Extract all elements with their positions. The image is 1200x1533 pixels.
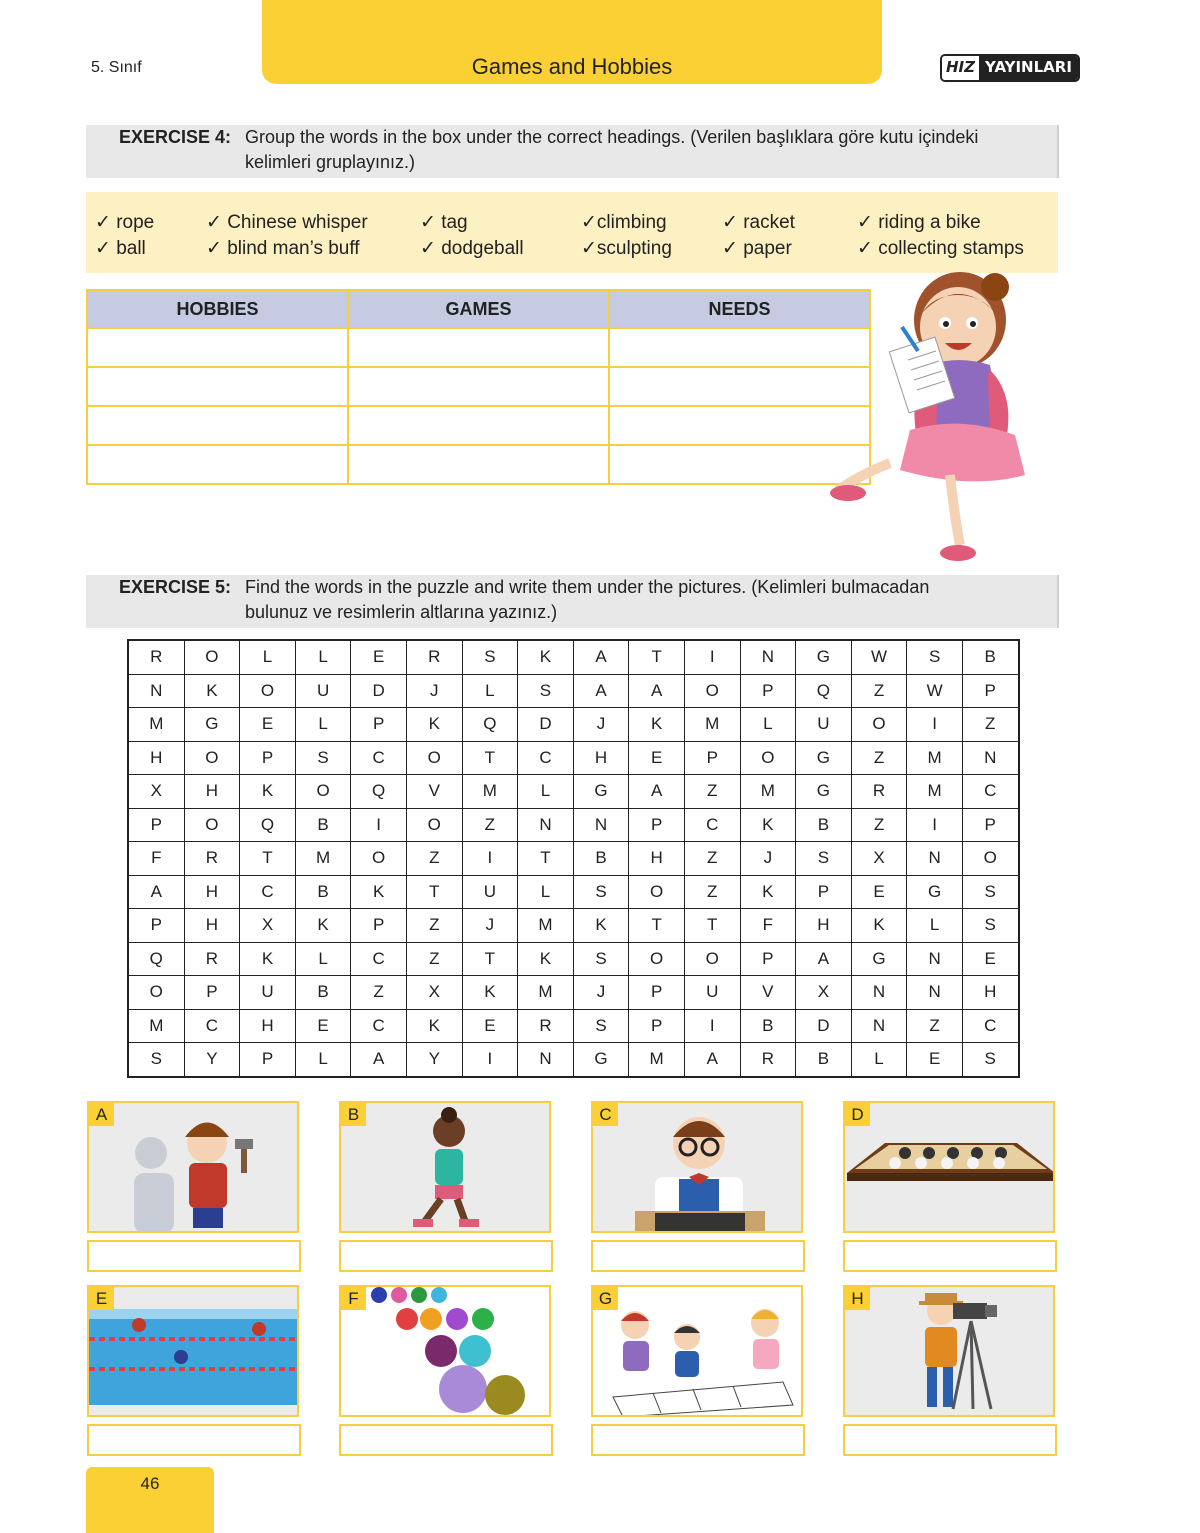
picture-letter: C <box>593 1103 618 1126</box>
picture-card-h <box>843 1285 1055 1417</box>
grid-cell[interactable]: Q <box>128 942 184 976</box>
grid-row <box>128 708 1019 742</box>
picture-card-d <box>843 1101 1055 1233</box>
exercise4-line2: kelimleri gruplayınız.) <box>245 152 416 172</box>
grid-cell[interactable]: T <box>240 842 296 876</box>
answer-box-d[interactable] <box>843 1240 1057 1272</box>
grid-cell[interactable]: K <box>740 808 796 842</box>
exercise5-line1: Find the words in the puzzle and write them under the pictures. (Kelimleri bulmacadan <box>245 577 930 597</box>
grid-cell[interactable]: X <box>128 775 184 809</box>
grid-cell[interactable]: W <box>851 640 907 674</box>
grid-cell[interactable]: H <box>184 775 240 809</box>
grid-cell[interactable]: E <box>907 1043 963 1077</box>
publisher-logo <box>940 54 1080 82</box>
answer-box-b[interactable] <box>339 1240 553 1272</box>
grid-cell[interactable]: T <box>406 875 462 909</box>
grid-cell[interactable]: O <box>629 875 685 909</box>
hopscotch-illustration <box>593 1287 803 1417</box>
grid-cell[interactable]: M <box>740 775 796 809</box>
grid-cell[interactable]: L <box>240 640 296 674</box>
grid-cell[interactable]: P <box>629 1009 685 1043</box>
exercise4-line1: Group the words in the box under the correct headings. (Verilen başlıklara göre kutu içindeki <box>245 127 979 147</box>
grid-cell[interactable]: F <box>128 842 184 876</box>
grid-cell[interactable]: K <box>518 942 574 976</box>
grid-cell[interactable]: H <box>962 976 1018 1010</box>
grid-cell[interactable]: Q <box>462 708 518 742</box>
word-item: ✓ dodgeball <box>420 238 524 259</box>
grid-row <box>128 808 1019 842</box>
grid-cell[interactable]: G <box>796 640 852 674</box>
grid-cell[interactable]: Z <box>406 942 462 976</box>
photographer-illustration <box>845 1287 1055 1417</box>
grid-cell[interactable]: Y <box>406 1043 462 1077</box>
page-number: 46 <box>140 1474 160 1493</box>
grid-cell[interactable]: P <box>962 808 1018 842</box>
grid-cell[interactable]: S <box>128 1043 184 1077</box>
answer-box-h[interactable] <box>843 1424 1057 1456</box>
grid-cell[interactable]: L <box>462 674 518 708</box>
grid-cell[interactable]: X <box>406 976 462 1010</box>
grid-cell[interactable]: J <box>462 909 518 943</box>
picture-letter: E <box>89 1287 114 1310</box>
grid-cell[interactable]: S <box>295 741 351 775</box>
grid-cell[interactable]: Z <box>851 808 907 842</box>
grid-cell[interactable]: P <box>684 741 740 775</box>
grid-cell[interactable]: P <box>351 909 407 943</box>
grid-cell[interactable]: M <box>518 909 574 943</box>
grid-cell[interactable]: A <box>351 1043 407 1077</box>
picture-letter: A <box>89 1103 114 1126</box>
grid-cell[interactable]: Z <box>962 708 1018 742</box>
grid-cell[interactable]: T <box>629 640 685 674</box>
grid-cell[interactable]: G <box>573 775 629 809</box>
marbles-illustration <box>341 1287 551 1417</box>
grid-cell[interactable]: P <box>740 674 796 708</box>
grid-cell[interactable]: C <box>351 942 407 976</box>
exercise5-text <box>245 575 1065 625</box>
grid-cell[interactable]: H <box>796 909 852 943</box>
grid-cell[interactable]: L <box>740 708 796 742</box>
grid-cell[interactable]: A <box>684 1043 740 1077</box>
grid-cell[interactable]: N <box>907 942 963 976</box>
grid-cell[interactable]: R <box>406 640 462 674</box>
heading-hobbies: HOBBIES <box>87 290 348 328</box>
grid-cell[interactable]: W <box>907 674 963 708</box>
checkers-board-illustration <box>845 1103 1055 1233</box>
grid-cell[interactable]: C <box>962 1009 1018 1043</box>
publisher-logo-yayinlari: YAYINLARI <box>979 56 1078 80</box>
grid-cell[interactable]: E <box>295 1009 351 1043</box>
grid-cell[interactable]: C <box>240 875 296 909</box>
word-item: ✓ riding a bike <box>857 212 981 233</box>
chess-player-illustration <box>593 1103 803 1233</box>
grid-cell[interactable]: S <box>962 875 1018 909</box>
answer-cell[interactable] <box>87 328 348 367</box>
grid-row <box>128 942 1019 976</box>
grid-cell[interactable]: B <box>295 976 351 1010</box>
grid-cell[interactable]: Z <box>851 741 907 775</box>
grid-cell[interactable]: N <box>851 976 907 1010</box>
answer-box-e[interactable] <box>87 1424 301 1456</box>
grid-cell[interactable]: F <box>740 909 796 943</box>
grid-cell[interactable]: K <box>351 875 407 909</box>
grid-cell[interactable]: E <box>962 942 1018 976</box>
answer-cell[interactable] <box>348 328 609 367</box>
grid-cell[interactable]: X <box>240 909 296 943</box>
grid-cell[interactable]: K <box>740 875 796 909</box>
grid-cell[interactable]: S <box>962 1043 1018 1077</box>
picture-letter: G <box>593 1287 618 1310</box>
word-item: ✓ rope <box>95 212 155 233</box>
grid-cell[interactable]: U <box>684 976 740 1010</box>
grid-cell[interactable]: D <box>518 708 574 742</box>
word-item: ✓ blind man’s buff <box>206 238 360 259</box>
grid-cell[interactable]: N <box>851 1009 907 1043</box>
grid-cell[interactable]: M <box>295 842 351 876</box>
word-search-grid <box>127 639 1020 1078</box>
grid-cell[interactable]: Z <box>462 808 518 842</box>
grid-cell[interactable]: T <box>462 741 518 775</box>
grid-cell[interactable]: K <box>240 775 296 809</box>
grid-cell[interactable]: A <box>629 775 685 809</box>
grid-cell[interactable]: M <box>518 976 574 1010</box>
grid-cell[interactable]: T <box>629 909 685 943</box>
grid-cell[interactable]: M <box>128 708 184 742</box>
grid-cell[interactable]: J <box>573 976 629 1010</box>
grid-cell[interactable]: R <box>184 842 240 876</box>
grid-cell[interactable]: D <box>351 674 407 708</box>
grid-cell[interactable]: N <box>740 640 796 674</box>
grid-cell[interactable]: T <box>684 909 740 943</box>
grid-cell[interactable]: R <box>518 1009 574 1043</box>
grid-cell[interactable]: N <box>907 842 963 876</box>
grid-cell[interactable]: R <box>128 640 184 674</box>
exercise5-label: EXERCISE 5: <box>119 577 232 597</box>
grid-cell[interactable]: L <box>295 708 351 742</box>
grid-cell[interactable]: O <box>184 640 240 674</box>
grid-cell[interactable]: E <box>629 741 685 775</box>
grid-cell[interactable]: P <box>128 909 184 943</box>
grid-cell[interactable]: K <box>629 708 685 742</box>
grid-cell[interactable]: J <box>740 842 796 876</box>
grid-cell[interactable]: L <box>295 640 351 674</box>
grid-cell[interactable]: E <box>351 640 407 674</box>
grid-cell[interactable]: L <box>518 875 574 909</box>
heading-needs: NEEDS <box>609 290 870 328</box>
grid-cell[interactable]: U <box>295 674 351 708</box>
grid-cell[interactable]: A <box>573 640 629 674</box>
publisher-logo-hiz: HIZ <box>942 56 979 80</box>
grid-cell[interactable]: P <box>796 875 852 909</box>
picture-letter: D <box>845 1103 870 1126</box>
grid-cell[interactable]: P <box>629 808 685 842</box>
picture-card-c <box>591 1101 803 1233</box>
grid-cell[interactable]: K <box>851 909 907 943</box>
grid-cell[interactable]: I <box>462 842 518 876</box>
grid-cell[interactable]: Z <box>684 875 740 909</box>
grid-cell[interactable]: S <box>518 674 574 708</box>
grid-cell[interactable]: I <box>351 808 407 842</box>
answer-box-c[interactable] <box>591 1240 805 1272</box>
grid-cell[interactable]: K <box>295 909 351 943</box>
answer-box-f[interactable] <box>339 1424 553 1456</box>
grid-cell[interactable]: Z <box>351 976 407 1010</box>
grid-cell[interactable]: K <box>406 708 462 742</box>
grid-cell[interactable]: P <box>962 674 1018 708</box>
grid-cell[interactable]: S <box>573 942 629 976</box>
grid-cell[interactable]: N <box>907 976 963 1010</box>
grid-cell[interactable]: B <box>740 1009 796 1043</box>
grid-row <box>128 909 1019 943</box>
grid-row <box>128 640 1019 674</box>
picture-card-e <box>87 1285 299 1417</box>
grid-cell[interactable]: A <box>128 875 184 909</box>
grid-cell[interactable]: G <box>796 775 852 809</box>
grid-cell[interactable]: E <box>462 1009 518 1043</box>
grid-cell[interactable]: L <box>295 942 351 976</box>
grid-cell[interactable]: O <box>351 842 407 876</box>
grid-cell[interactable]: H <box>573 741 629 775</box>
grid-cell[interactable]: O <box>406 808 462 842</box>
grid-cell[interactable]: M <box>462 775 518 809</box>
grid-cell[interactable]: E <box>240 708 296 742</box>
grid-cell[interactable]: T <box>462 942 518 976</box>
grid-cell[interactable]: A <box>796 942 852 976</box>
answer-cell[interactable] <box>348 406 609 445</box>
grid-cell[interactable]: Z <box>406 842 462 876</box>
grid-row <box>128 741 1019 775</box>
grid-cell[interactable]: I <box>684 640 740 674</box>
grid-row <box>128 775 1019 809</box>
grid-cell[interactable]: S <box>796 842 852 876</box>
grid-cell[interactable]: H <box>240 1009 296 1043</box>
grid-row <box>128 1043 1019 1077</box>
grid-cell[interactable]: M <box>907 775 963 809</box>
grid-cell[interactable]: C <box>684 808 740 842</box>
grid-cell[interactable]: O <box>240 674 296 708</box>
grid-cell[interactable]: O <box>684 942 740 976</box>
grid-cell[interactable]: N <box>518 808 574 842</box>
grid-cell[interactable]: P <box>240 741 296 775</box>
word-item: ✓ Chinese whisper <box>206 212 368 233</box>
grid-cell[interactable]: G <box>851 942 907 976</box>
grid-cell[interactable]: L <box>518 775 574 809</box>
grid-cell[interactable]: O <box>962 842 1018 876</box>
picture-card-f <box>339 1285 551 1417</box>
grid-cell[interactable]: Z <box>684 775 740 809</box>
roller-skating-illustration <box>341 1103 551 1233</box>
grid-cell[interactable]: R <box>184 942 240 976</box>
grid-cell[interactable]: H <box>184 875 240 909</box>
grid-cell[interactable]: G <box>907 875 963 909</box>
grid-cell[interactable]: C <box>351 1009 407 1043</box>
grid-cell[interactable]: Q <box>240 808 296 842</box>
grid-cell[interactable]: A <box>629 674 685 708</box>
grid-cell[interactable]: J <box>573 708 629 742</box>
grid-cell[interactable]: O <box>684 674 740 708</box>
grid-row <box>128 1009 1019 1043</box>
grid-cell[interactable]: G <box>184 708 240 742</box>
answer-cell[interactable] <box>348 445 609 484</box>
grid-cell[interactable]: I <box>462 1043 518 1077</box>
grid-cell[interactable]: I <box>907 808 963 842</box>
grid-cell[interactable]: N <box>128 674 184 708</box>
grid-cell[interactable]: T <box>518 842 574 876</box>
picture-letter: F <box>341 1287 366 1310</box>
exercise4-instructions <box>86 125 1059 178</box>
grid-cell[interactable]: Z <box>907 1009 963 1043</box>
grid-cell[interactable]: A <box>573 674 629 708</box>
sculpting-illustration <box>89 1103 299 1233</box>
grid-cell[interactable]: O <box>740 741 796 775</box>
grid-cell[interactable]: H <box>629 842 685 876</box>
grid-cell[interactable]: B <box>295 808 351 842</box>
girl-writing-illustration <box>830 265 1045 570</box>
heading-games: GAMES <box>348 290 609 328</box>
grid-cell[interactable]: Y <box>184 1043 240 1077</box>
grid-cell[interactable]: G <box>796 741 852 775</box>
grid-cell[interactable]: E <box>851 875 907 909</box>
grid-cell[interactable]: P <box>629 976 685 1010</box>
grid-cell[interactable]: I <box>684 1009 740 1043</box>
grid-cell[interactable]: N <box>962 741 1018 775</box>
grid-cell[interactable]: Z <box>406 909 462 943</box>
grid-cell[interactable]: K <box>406 1009 462 1043</box>
grid-cell[interactable]: O <box>128 976 184 1010</box>
grid-cell[interactable]: M <box>684 708 740 742</box>
grid-cell[interactable]: R <box>851 775 907 809</box>
swimming-illustration <box>89 1287 299 1417</box>
grid-cell[interactable]: X <box>796 976 852 1010</box>
answer-box-a[interactable] <box>87 1240 301 1272</box>
picture-card-g <box>591 1285 803 1417</box>
grid-cell[interactable]: C <box>351 741 407 775</box>
grid-cell[interactable]: S <box>907 640 963 674</box>
grid-cell[interactable]: N <box>518 1043 574 1077</box>
grid-cell[interactable]: L <box>851 1043 907 1077</box>
grid-cell[interactable]: K <box>462 976 518 1010</box>
picture-card-b <box>339 1101 551 1233</box>
grid-cell[interactable]: B <box>295 875 351 909</box>
grid-row <box>128 875 1019 909</box>
word-box <box>86 192 1058 273</box>
word-item: ✓climbing <box>581 212 667 233</box>
grid-cell[interactable]: K <box>240 942 296 976</box>
grid-cell[interactable]: H <box>184 909 240 943</box>
grid-cell[interactable]: J <box>406 674 462 708</box>
grid-cell[interactable]: O <box>184 808 240 842</box>
grid-cell[interactable]: D <box>796 1009 852 1043</box>
word-item: ✓ collecting stamps <box>857 238 1024 259</box>
grid-cell[interactable]: V <box>740 976 796 1010</box>
grid-cell[interactable]: P <box>351 708 407 742</box>
grid-cell[interactable]: H <box>128 741 184 775</box>
word-item: ✓ tag <box>420 212 468 233</box>
answer-cell[interactable] <box>87 406 348 445</box>
word-item: ✓ paper <box>722 238 792 259</box>
grid-cell[interactable]: U <box>240 976 296 1010</box>
grid-cell[interactable]: K <box>184 674 240 708</box>
grid-cell[interactable]: U <box>796 708 852 742</box>
grid-cell[interactable]: P <box>240 1043 296 1077</box>
grid-cell[interactable]: V <box>406 775 462 809</box>
grid-cell[interactable]: C <box>518 741 574 775</box>
picture-letter: B <box>341 1103 366 1126</box>
picture-letter: H <box>845 1287 870 1310</box>
exercise5-instructions <box>86 575 1059 628</box>
grid-cell[interactable]: M <box>629 1043 685 1077</box>
grid-cell[interactable]: L <box>295 1043 351 1077</box>
grid-row <box>128 976 1019 1010</box>
grid-cell[interactable]: K <box>573 909 629 943</box>
grid-cell[interactable]: P <box>740 942 796 976</box>
grid-cell[interactable]: X <box>851 842 907 876</box>
grade-label: 5. Sınıf <box>91 59 142 76</box>
grid-cell[interactable]: O <box>851 708 907 742</box>
exercise4-label: EXERCISE 4: <box>119 127 232 147</box>
grid-cell[interactable]: M <box>128 1009 184 1043</box>
grid-cell[interactable]: O <box>184 741 240 775</box>
word-item: ✓ racket <box>722 212 795 233</box>
grid-cell[interactable]: U <box>462 875 518 909</box>
grid-cell[interactable]: C <box>184 1009 240 1043</box>
grid-cell[interactable]: C <box>962 775 1018 809</box>
page-title: Games and Hobbies <box>471 54 673 79</box>
grid-cell[interactable]: I <box>907 708 963 742</box>
grid-cell[interactable]: O <box>295 775 351 809</box>
grid-cell[interactable]: B <box>573 842 629 876</box>
grid-cell[interactable]: Q <box>796 674 852 708</box>
answer-box-g[interactable] <box>591 1424 805 1456</box>
grid-cell[interactable]: B <box>962 640 1018 674</box>
grid-cell[interactable]: G <box>573 1043 629 1077</box>
answer-cell[interactable] <box>348 367 609 406</box>
picture-card-a <box>87 1101 299 1233</box>
grid-cell[interactable]: K <box>518 640 574 674</box>
exercise5-line2: bulunuz ve resimlerin altlarına yazınız.) <box>245 602 558 622</box>
grid-cell[interactable]: R <box>740 1043 796 1077</box>
answer-cell[interactable] <box>87 445 348 484</box>
grid-cell[interactable]: N <box>573 808 629 842</box>
grid-row <box>128 842 1019 876</box>
grid-cell[interactable]: P <box>184 976 240 1010</box>
exercise4-text <box>245 125 1065 175</box>
grid-cell[interactable]: S <box>573 875 629 909</box>
grid-cell[interactable]: B <box>796 1043 852 1077</box>
word-item: ✓ ball <box>95 238 146 259</box>
grid-cell[interactable]: P <box>128 808 184 842</box>
grid-cell[interactable]: O <box>406 741 462 775</box>
grid-cell[interactable]: O <box>629 942 685 976</box>
grid-cell[interactable]: S <box>573 1009 629 1043</box>
answer-cell[interactable] <box>87 367 348 406</box>
grid-cell[interactable]: M <box>907 741 963 775</box>
grid-cell[interactable]: Q <box>351 775 407 809</box>
grid-cell[interactable]: S <box>962 909 1018 943</box>
grid-row <box>128 674 1019 708</box>
grid-cell[interactable]: Z <box>851 674 907 708</box>
grid-cell[interactable]: L <box>907 909 963 943</box>
grouping-table <box>86 289 871 485</box>
grid-cell[interactable]: Z <box>684 842 740 876</box>
grid-cell[interactable]: S <box>462 640 518 674</box>
word-item: ✓sculpting <box>581 238 672 259</box>
grid-cell[interactable]: B <box>796 808 852 842</box>
